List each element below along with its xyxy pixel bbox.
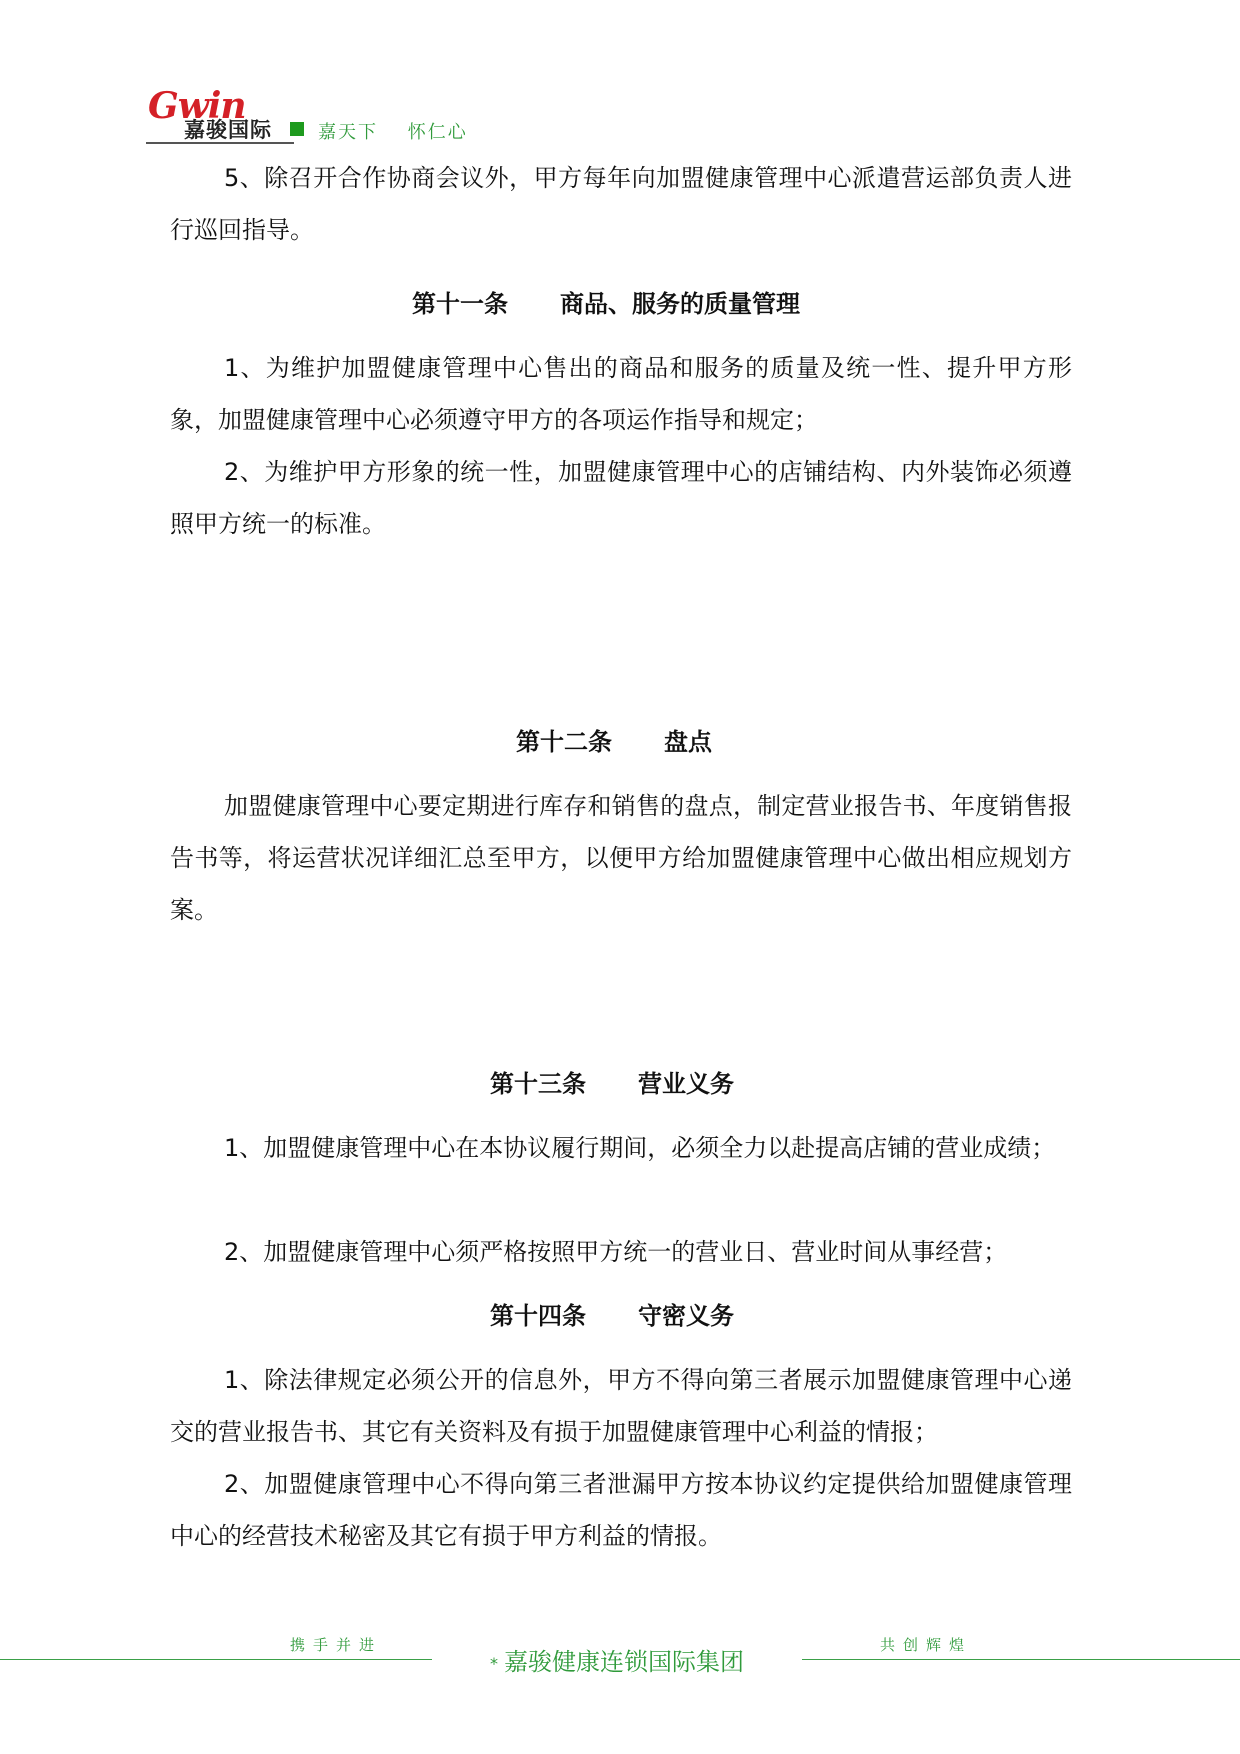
article-11-number: 第十一条 [412, 290, 508, 318]
article-12-text: 加盟健康管理中心要定期进行库存和销售的盘点，制定营业报告书、年度销售报告书等，将运营状况详细汇总至甲方，以便甲方给加盟健康管理中心做出相应规划方案。 [170, 792, 1072, 924]
green-square-icon [290, 122, 304, 136]
article-14-heading [490, 1300, 1240, 1332]
article-14-number: 第十四条 [490, 1302, 586, 1330]
article-11-heading [412, 288, 1240, 320]
header-slogan: 嘉天下 怀仁心 [318, 122, 468, 143]
footer-left-motto: 携手并进 [290, 1636, 383, 1654]
article-10-item-5: 5、除召开合作协商会议外，甲方每年向加盟健康管理中心派遣营运部负责人进行巡回指导。 [170, 164, 1072, 244]
article-12-title: 盘点 [664, 728, 712, 756]
company-logo [146, 85, 296, 144]
article-13-item-2: 2、加盟健康管理中心须严格按照甲方统一的营业日、营业时间从事经营； [224, 1238, 1008, 1266]
article-14-item-1: 1、除法律规定必须公开的信息外，甲方不得向第三者展示加盟健康管理中心递交的营业报告书、其它有关资料及有损于加盟健康管理中心利益的情报； [170, 1366, 1072, 1446]
article-13-number: 第十三条 [490, 1070, 586, 1098]
footer-company [490, 1642, 744, 1677]
star-icon: * [490, 1653, 498, 1673]
article-14-item-2: 2、加盟健康管理中心不得向第三者泄漏甲方按本协议约定提供给加盟健康管理中心的经营技术秘密及其它有损于甲方利益的情报。 [170, 1470, 1072, 1550]
article-13-title: 营业义务 [638, 1070, 734, 1098]
footer-divider-left [0, 1659, 432, 1660]
article-14-title: 守密义务 [638, 1302, 734, 1330]
article-11-title: 商品、服务的质量管理 [560, 290, 800, 318]
logo-latin-text: Gwin [148, 85, 246, 127]
article-12-heading [516, 726, 1240, 758]
logo-underline [146, 142, 294, 144]
article-13-item-1: 1、加盟健康管理中心在本协议履行期间，必须全力以赴提高店铺的营业成绩； [224, 1134, 1056, 1162]
footer-divider-right [802, 1659, 1240, 1660]
logo-chinese-text: 嘉骏国际 [184, 118, 272, 142]
article-11-item-1: 1、为维护加盟健康管理中心售出的商品和服务的质量及统一性、提升甲方形象，加盟健康管理中心必须遵守甲方的各项运作指导和规定； [170, 354, 1072, 434]
article-12-number: 第十二条 [516, 728, 612, 756]
footer-company-name: 嘉骏健康连锁国际集团 [504, 1648, 744, 1676]
footer-right-motto: 共创辉煌 [880, 1636, 973, 1654]
article-13-heading [490, 1068, 1240, 1100]
article-11-item-2: 2、为维护甲方形象的统一性，加盟健康管理中心的店铺结构、内外装饰必须遵照甲方统一的标准。 [170, 458, 1072, 538]
